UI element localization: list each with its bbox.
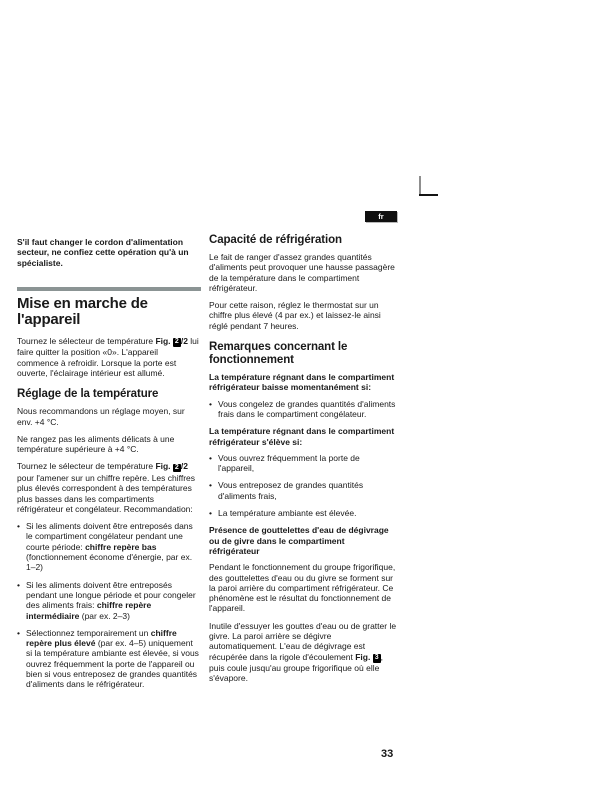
paragraph-turn-selector-number — [17, 461, 201, 514]
bullet-item — [209, 508, 397, 518]
figure-number-badge: 2 — [174, 463, 179, 471]
left-column — [17, 237, 201, 697]
bold-text: Fig. — [355, 651, 373, 662]
text: lui faire quitter la position «0». L'appareil commence à refroidir. Lorsque la porte est ouverte, l'éclairage intérieur est allumé. — [17, 335, 199, 378]
paragraph-thermostat-setting — [209, 300, 397, 331]
crop-mark-vertical — [419, 176, 421, 196]
figure-number-badge: 2 — [174, 338, 179, 346]
text: pour l'amener sur un chiffre repère. Les chiffres plus élevés correspondent à des températures plus basses dans les compartiments réfrigérateur et congélateur. Recommandation: — [17, 472, 196, 514]
bold-text: Fig. — [155, 335, 173, 346]
text: Le fait de ranger d'assez grandes quantités d'aliments peut provoquer une hausse passagère de la température dans le compartiment réfrigérateur. — [209, 252, 395, 293]
text: Vous congelez de grandes quantités d'aliments frais dans le compartiment congélateur. — [218, 398, 396, 419]
bullet-item — [209, 453, 397, 474]
paragraph-turn-selector-start — [17, 336, 201, 378]
subheading-temperature-drops: La température régnant dans le compartiment réfrigérateur baisse momentanément si: — [209, 372, 395, 393]
text: Tournez le sélecteur de température — [17, 335, 156, 346]
section-title-reglage-temperature: Réglage de la température — [17, 388, 159, 401]
subheading-water-droplets: Présence de gouttelettes d'eau de dégivrage ou de givre dans le compartiment réfrigérateur — [209, 525, 389, 556]
bullet-item — [17, 580, 201, 621]
right-column — [209, 234, 397, 691]
text: Si les aliments doivent être entreposés pendant une longue période et pour congeler des aliments frais: — [26, 579, 196, 611]
text: , puis coule jusqu'au groupe frigorifique où elle s'évapore. — [209, 651, 383, 684]
bullet-text — [218, 453, 397, 474]
bullet-item — [17, 628, 201, 690]
bullet-list-temperature-drops — [209, 399, 397, 420]
figure-number-badge: 3 — [374, 654, 379, 662]
text: Ne rangez pas les aliments délicats à une température supérieure à +4 °C. — [17, 433, 175, 455]
subheading-temperature-rises: La température régnant dans le compartiment réfrigérateur s'élève si: — [209, 426, 395, 447]
bullet-marker: • — [209, 508, 212, 519]
page-number: 33 — [381, 748, 394, 760]
bold-text: chiffre repère bas — [85, 541, 157, 552]
paragraph-defrost-water — [209, 621, 397, 684]
bullet-list-temperature-settings — [17, 521, 201, 689]
text: Vous entreposez de grandes quantités d'aliments frais, — [218, 480, 364, 501]
bullet-text — [26, 580, 201, 621]
bold-text: Fig. — [155, 461, 173, 472]
crop-mark-horizontal — [419, 194, 438, 196]
bullet-text — [218, 399, 397, 420]
text: Tournez le sélecteur de température — [17, 461, 156, 472]
bullet-marker: • — [17, 579, 20, 590]
bold-text: /2 — [180, 335, 188, 346]
paragraph-droplets-explanation — [209, 562, 397, 613]
bullet-item — [209, 399, 397, 420]
bullet-marker: • — [17, 521, 20, 532]
text: Pour cette raison, réglez le thermostat sur un chiffre plus élevé (4 par ex.) et laissez-le ainsi réglé pendant 7 heures. — [209, 300, 381, 331]
text: Sélectionnez temporairement un — [26, 627, 151, 638]
text: (par ex. 2–3) — [79, 610, 130, 621]
bullet-item — [17, 521, 201, 572]
bullet-marker: • — [209, 452, 212, 463]
bullet-marker: • — [17, 627, 20, 638]
bullet-text — [218, 508, 397, 518]
bullet-marker: • — [209, 480, 212, 491]
section-divider-bar — [17, 287, 201, 291]
text: Si les aliments doivent être entreposés dans le compartiment congélateur pendant une courte période: — [26, 521, 193, 552]
safety-notice: S'il faut changer le cordon d'alimentation secteur, ne confiez cette opération qu'à un spécialiste. — [17, 237, 189, 268]
bullet-marker: • — [209, 398, 212, 409]
text: La température ambiante est élevée. — [218, 508, 357, 519]
paragraph-delicate-food — [17, 434, 201, 455]
bold-text: chiffre repère intermédiaire — [26, 600, 152, 621]
paragraph-recommended-setting — [17, 406, 201, 427]
bold-text: chiffre repère plus élevé — [26, 627, 177, 649]
section-title-capacite: Capacité de réfrigération — [209, 234, 342, 246]
text: Inutile d'essuyer les gouttes d'eau ou de gratter le givre. La paroi arrière se dégivre automatiquement. L'eau de dégivrage est récupérée dans la rigole d'écoulement — [209, 620, 397, 662]
section-title-remarques: Remarques concernant le fonctionnement — [209, 341, 348, 367]
bold-text: /2 — [180, 461, 188, 472]
text: Pendant le fonctionnement du groupe frigorifique, des gouttelettes d'eau ou du givre se forment sur la paroi arrière du compartiment réfrigérateur. Ce phénomène est le résultat du fonctionnement de l'appareil. — [209, 562, 396, 614]
bullet-text — [218, 480, 397, 501]
section-title-mise-en-marche: Mise en marche de l'appareil — [17, 294, 148, 329]
bullet-item — [209, 480, 397, 501]
text: (fonctionnement économe d'énergie, par ex. 1–2) — [26, 552, 193, 573]
paragraph-storing-food — [209, 252, 397, 293]
text: (par ex. 4–5) uniquement si la température ambiante est élevée, si vous ouvrez fréquemment la porte de l'appareil ou bien si vous entreposez de grandes quantités d'aliments dans le réfrigérateur. — [26, 638, 199, 690]
text: Vous ouvrez fréquemment la porte de l'appareil, — [218, 452, 360, 474]
bullet-text — [26, 628, 201, 690]
bullet-list-temperature-rises — [209, 453, 397, 518]
language-tag: fr — [365, 211, 397, 222]
bullet-text — [26, 521, 201, 572]
text: Nous recommandons un réglage moyen, sur env. +4 °C. — [17, 406, 185, 427]
